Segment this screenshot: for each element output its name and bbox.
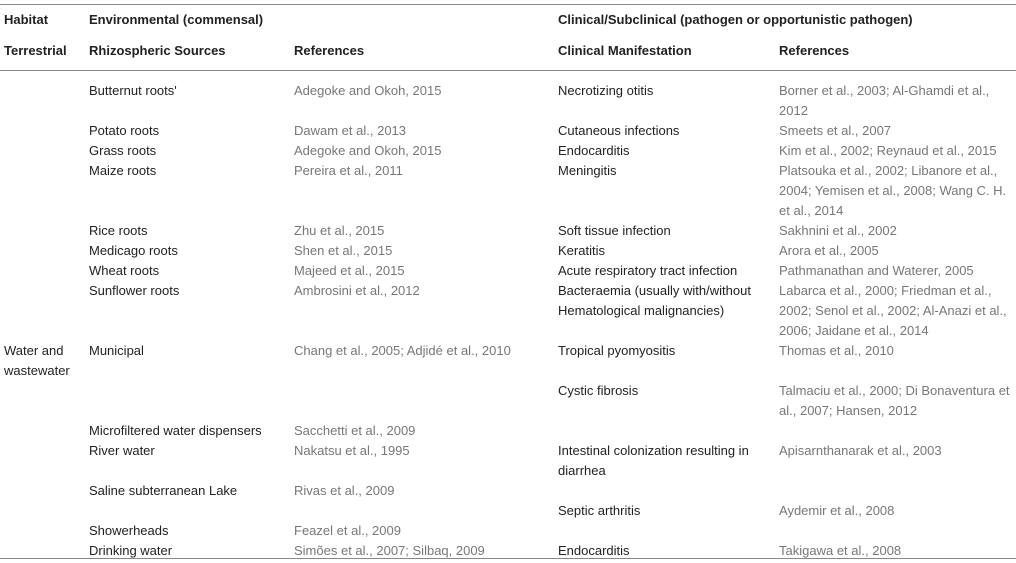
source-cell: Drinking water [89,543,173,558]
source-cell [85,381,290,421]
habitat-cell [0,71,85,122]
source-cell: Microfiltered water dispensers [89,423,262,438]
clinical-reference-cell: Sakhnini et al., 2002 [779,223,897,238]
source-cell: Maize roots [89,163,157,178]
clinical-reference-cell: Talmaciu et al., 2000; Di Bonaventura et al., 2007; Hansen, 2012 [779,383,1010,418]
table-row [0,241,1016,261]
habitat-cell [0,141,85,161]
source-cell: Sunflower roots [89,283,180,298]
clinical-manifestation-cell: Necrotizing otitis [558,83,654,98]
habitat-cell [0,161,85,221]
source-reference-cell [290,381,554,421]
habitat-cell: Water and wastewater [4,343,70,378]
table-row [0,261,1016,281]
clinical-reference-cell: Apisarnthanarak et al., 2003 [779,443,942,458]
habitat-table [0,4,1016,561]
source-reference-cell: Simões et al., 2007; Silbaq, 2009 [294,543,485,558]
source-reference-cell: Majeed et al., 2015 [294,263,405,278]
clinical-manifestation-cell: Meningitis [558,163,617,178]
source-cell: Potato roots [89,123,160,138]
clinical-reference-cell: Thomas et al., 2010 [779,343,894,358]
source-cell: Wheat roots [89,263,160,278]
habitat-cell [0,241,85,261]
clinical-manifestation-cell: Endocarditis [558,543,630,558]
source-reference-cell: Shen et al., 2015 [294,243,393,258]
habitat-cell [0,261,85,281]
header-references-env: References [290,37,554,71]
source-cell: Showerheads [89,523,169,538]
clinical-reference-cell: Platsouka et al., 2002; Libanore et al., 2004; Yemisen et al., 2008; Wang C. H. et al., 2014 [779,163,1007,218]
header-clinical-manifestation: Clinical Manifestation [554,37,775,71]
clinical-reference-cell [775,481,1016,501]
table-row [0,71,1016,122]
habitat-cell [0,501,85,521]
source-cell: Municipal [89,343,144,358]
clinical-manifestation-cell: Cystic fibrosis [558,383,639,398]
source-cell: Saline subterranean Lake [89,483,238,498]
table-row [0,501,1016,521]
bottom-rule [0,558,1016,559]
table-row [0,441,1016,481]
source-reference-cell: Pereira et al., 2011 [294,163,403,178]
source-reference-cell: Zhu et al., 2015 [294,223,385,238]
source-reference-cell: Nakatsu et al., 1995 [294,443,410,458]
table-row [0,481,1016,501]
source-cell [85,501,290,521]
source-reference-cell: Ambrosini et al., 2012 [294,283,420,298]
clinical-reference-cell: Borner et al., 2003; Al-Ghamdi et al., 2012 [779,83,990,118]
clinical-manifestation-cell: Bacteraemia (usually with/without Hematological malignancies) [558,283,751,318]
table-body [0,71,1016,562]
clinical-manifestation-cell: Endocarditis [558,143,630,158]
header-references-clin: References [775,37,1016,71]
clinical-manifestation-cell: Keratitis [558,243,605,258]
clinical-reference-cell: Labarca et al., 2000; Friedman et al., 2002; Senol et al., 2002; Al-Anazi et al., 2006; Jaidane et al., 2014 [779,283,1007,338]
source-reference-cell [290,501,554,521]
table-row [0,381,1016,421]
habitat-cell [0,521,85,541]
habitat-cell [0,421,85,441]
source-cell: River water [89,443,155,458]
clinical-manifestation-cell: Intestinal colonization resulting in diarrhea [558,443,749,478]
source-reference-cell: Adegoke and Okoh, 2015 [294,143,442,158]
habitat-cell [0,441,85,481]
table-row [0,421,1016,441]
clinical-reference-cell [775,521,1016,541]
source-cell: Medicago roots [89,243,178,258]
habitat-cell [0,481,85,501]
source-reference-cell: Rivas et al., 2009 [294,483,395,498]
source-reference-cell: Sacchetti et al., 2009 [294,423,416,438]
table-row [0,341,1016,381]
clinical-manifestation-cell [554,421,775,441]
clinical-manifestation-cell: Soft tissue infection [558,223,671,238]
clinical-manifestation-cell [554,481,775,501]
source-cell: Grass roots [89,143,157,158]
header-terrestrial: Terrestrial [0,37,85,71]
source-reference-cell: Adegoke and Okoh, 2015 [294,83,442,98]
clinical-manifestation-cell: Septic arthritis [558,503,641,518]
table-row [0,221,1016,241]
header-row-columns [0,37,1016,71]
clinical-reference-cell: Pathmanathan and Waterer, 2005 [779,263,974,278]
habitat-cell [0,381,85,421]
table-row [0,121,1016,141]
clinical-manifestation-cell: Tropical pyomyositis [558,343,676,358]
header-clinical: Clinical/Subclinical (pathogen or opportunistic pathogen) [558,12,913,27]
clinical-reference-cell: Kim et al., 2002; Reynaud et al., 2015 [779,143,997,158]
header-rhizospheric-sources: Rhizospheric Sources [85,37,290,71]
header-row-groups [0,5,1016,38]
source-cell: Butternut roots' [89,83,177,98]
source-cell: Rice roots [89,223,148,238]
habitat-cell [0,281,85,341]
clinical-reference-cell: Aydemir et al., 2008 [779,503,895,518]
clinical-reference-cell: Takigawa et al., 2008 [779,543,902,558]
habitat-cell [0,121,85,141]
table-row [0,281,1016,341]
source-reference-cell: Chang et al., 2005; Adjidé et al., 2010 [294,343,511,358]
table-row [0,141,1016,161]
clinical-reference-cell: Arora et al., 2005 [779,243,879,258]
table-row [0,521,1016,541]
clinical-manifestation-cell: Cutaneous infections [558,123,680,138]
clinical-manifestation-cell: Acute respiratory tract infection [558,263,738,278]
header-habitat: Habitat [4,12,49,27]
header-environmental: Environmental (commensal) [89,12,264,27]
clinical-manifestation-cell [554,521,775,541]
clinical-reference-cell: Smeets et al., 2007 [779,123,892,138]
source-reference-cell: Dawam et al., 2013 [294,123,407,138]
clinical-reference-cell [775,421,1016,441]
table-row [0,161,1016,221]
habitat-cell [0,221,85,241]
source-reference-cell: Feazel et al., 2009 [294,523,401,538]
